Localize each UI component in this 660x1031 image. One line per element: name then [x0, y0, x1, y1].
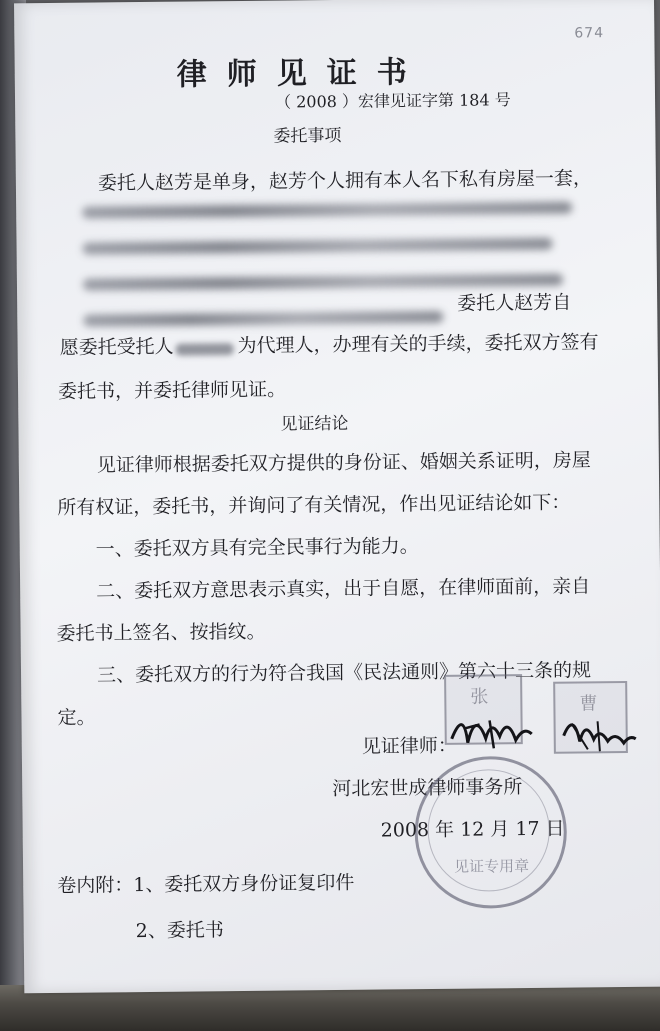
redacted-line	[83, 274, 563, 291]
paragraph-line: 为代理人，办理有关的手续，委托双方签有	[237, 331, 599, 358]
paragraph-line: 委托书，并委托律师见证。	[57, 378, 287, 403]
paragraph-line: 委托人赵芳是单身，赵芳个人拥有本人名下私有房屋一套，	[97, 167, 593, 195]
lawyer-signature-1	[445, 698, 536, 759]
document-page	[14, 0, 660, 993]
document-title: 律师见证书	[176, 55, 427, 93]
conclusion-item-2-cont: 委托书上签名、按指纹。	[56, 620, 266, 645]
section-heading-conclusion: 见证结论	[280, 413, 349, 435]
conclusion-item-2: 二、委托双方意思表示真实，出于自愿，在律师面前，亲自	[96, 575, 591, 603]
attachment-item-2: 2、委托书	[135, 919, 224, 943]
paragraph-line: 愿委托受托人	[59, 335, 174, 359]
conclusion-item-1: 一、委托双方具有完全民事行为能力。	[95, 535, 419, 561]
paragraph-line: 见证律师根据委托双方提供的身份证、婚姻关系证明，房屋	[96, 449, 591, 477]
law-firm-name: 河北宏世成律师事务所	[332, 776, 523, 801]
section-heading-matters: 委托事项	[273, 125, 342, 147]
document-number: （ 2008 ）宏律见证字第 184 号	[274, 90, 511, 112]
paragraph-line: 所有权证，委托书，并询问了有关情况，作出见证结论如下：	[57, 491, 571, 519]
redacted-name	[176, 343, 234, 356]
lawyer-label: 见证律师：	[361, 734, 457, 758]
conclusion-item-3-cont: 定。	[57, 706, 96, 729]
lawyer-signature-2	[559, 705, 640, 762]
redacted-line	[83, 238, 553, 255]
attachments-list: 卷内附：1、委托双方身份证复印件	[57, 871, 355, 897]
lawyer-stamp-2: 曹	[553, 681, 628, 754]
redacted-line	[82, 202, 572, 219]
paragraph-line: 委托人赵芳自	[457, 291, 572, 315]
page-number: 674	[574, 25, 605, 42]
official-seal: 见证专用章	[414, 756, 568, 910]
document-date: 2008 年 12 月 17 日	[380, 817, 565, 842]
conclusion-item-3: 三、委托双方的行为符合我国《民法通则》第六十三条的规	[96, 659, 592, 687]
redacted-line	[83, 311, 443, 327]
lawyer-stamp-1: 张	[444, 674, 523, 745]
